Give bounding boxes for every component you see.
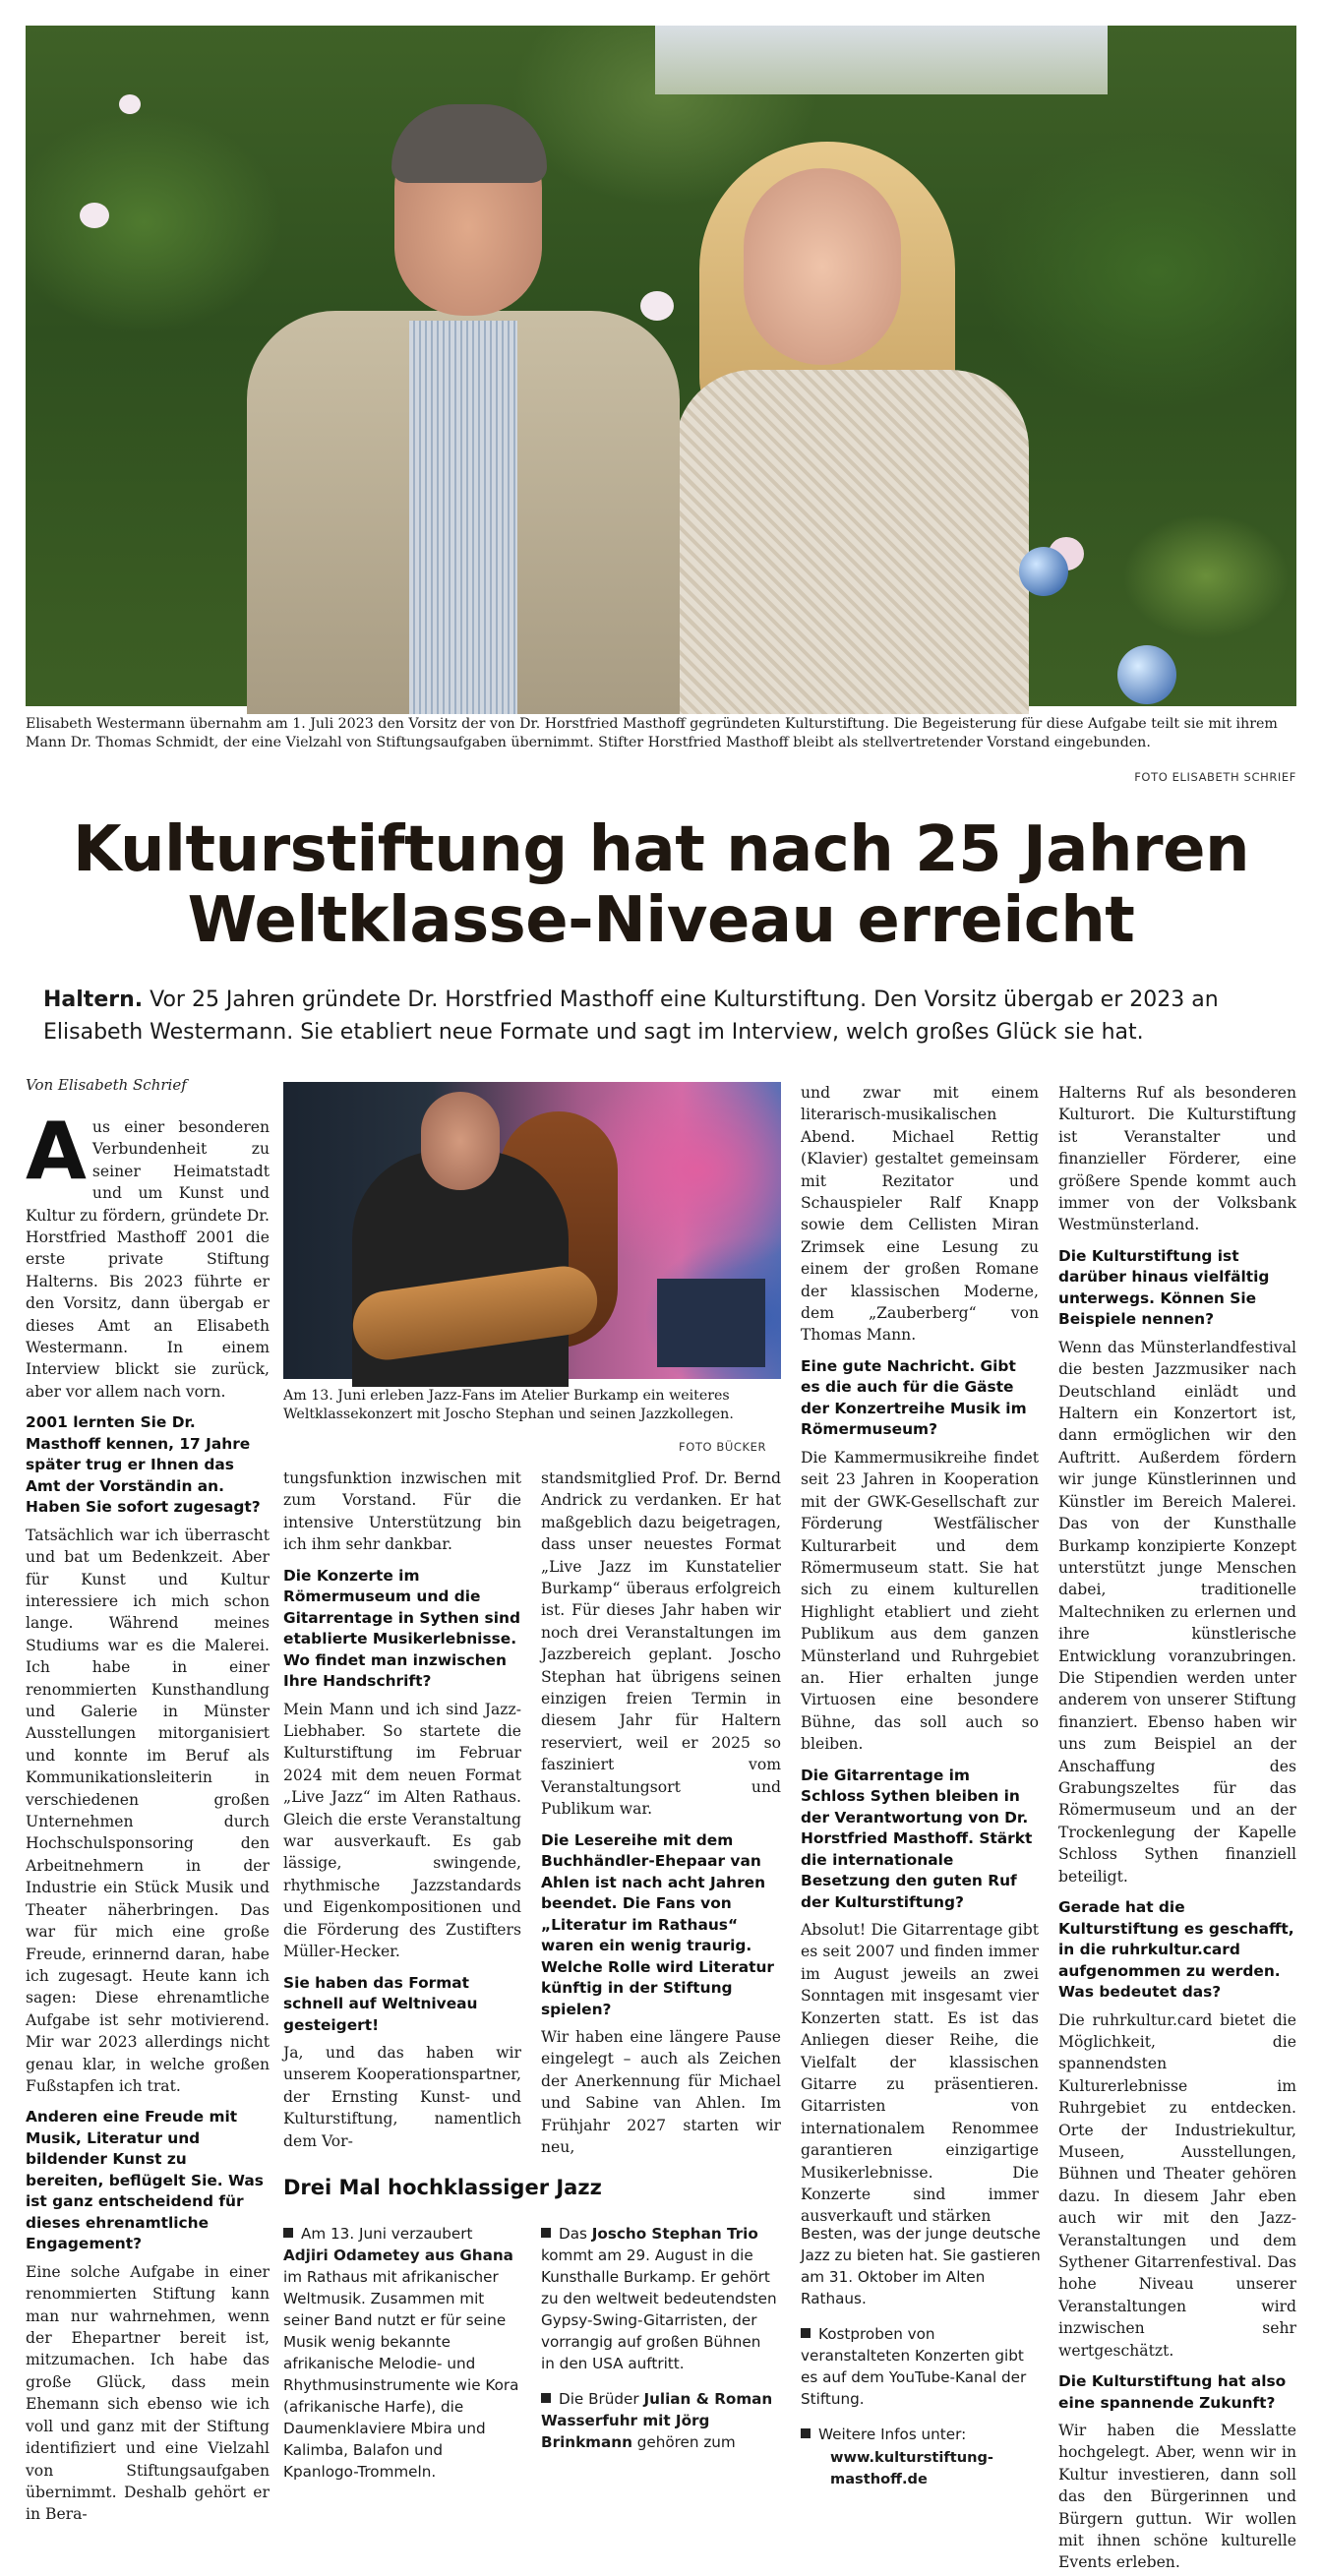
- column-3: [541, 1468, 781, 2160]
- intro-text: us einer besonderen Verbundenheit zu seiner Heimatstadt und um Kunst und Kultur zu fördern, gründete Dr. Horstfried Masthoff 2001 die erste private Stiftung Halterns. Bis 2023 führte er den Vorsitz, dann übergab er dieses Amt an Elisabeth Westermann. In einem Interview blickt sie zurück, aber vor allem nach vorn.: [26, 1118, 270, 1401]
- dropcap: A: [26, 1106, 87, 1197]
- jazz-box-column-2: [541, 2223, 777, 2467]
- answer-5-continued: und zwar mit einem literarisch-musikalischen Abend. Michael Rettig (Klavier) gestaltet gemeinsam mit Rezitator und Schauspieler Ralf Knapp sowie dem Cellisten Miran Zrimsek eine Lesung zu einem der großen Romane der klassischen Moderne, dem „Zauberberg“ von Thomas Mann.: [801, 1084, 1039, 1345]
- question-7: Die Gitarrentage im Schloss Sythen bleiben in der Verantwortung von Dr. Horstfried Masthoff. Stärkt die internationale Besetzung den guten Ruf der Kulturstiftung?: [801, 1766, 1033, 1911]
- jazz-item-3: Die Brüder Julian & Roman Wasserfuhr mit Jörg Brinkmann gehören zum: [541, 2390, 773, 2451]
- question-3: Die Konzerte im Römermuseum und die Gitarrentage in Sythen sind etablierte Musikerlebnisse. Wo findet man inzwischen Ihre Handschrift?: [283, 1566, 520, 1691]
- answer-4: Ja, und das haben wir unserem Kooperationspartner, der Ernsting Kunst- und Kulturstiftung, namentlich dem Vor-: [283, 2044, 521, 2150]
- question-10: Die Kulturstiftung hat also eine spannende Zukunft?: [1058, 2372, 1287, 2412]
- column-4: [801, 1082, 1039, 2230]
- lead-paragraph: [43, 984, 1292, 1048]
- jazz-box-title: Drei Mal hochklassiger Jazz: [283, 2176, 602, 2199]
- headline: Kulturstiftung hat nach 25 Jahren Weltklasse-Niveau erreicht: [72, 813, 1250, 957]
- jazz-box-column-3: [801, 2223, 1043, 2490]
- answer-5: Wir haben eine längere Pause eingelegt – auch als Zeichen der Anerkennung für Michael und Sabine van Ahlen. Im Frühjahr 2027 starten wir neu,: [541, 2028, 781, 2157]
- main-photo: [26, 26, 1296, 706]
- question-5: Die Lesereihe mit dem Buchhändler-Ehepaar van Ahlen ist nach acht Jahren beendet. Die Fans von „Literatur im Rathaus“ waren ein wenig traurig. Welche Rolle wird Literatur künftig in der Stiftung spielen?: [541, 1830, 775, 2018]
- answer-1: Tatsächlich war ich überrascht und bat um Bedenkzeit. Aber für Kunst und Kultur interessiere ich mich schon lange. Während meines Studiums war es die Malerei. Ich habe in einer renommierten Kunsthandlung und Galerie in Münster Ausstellungen mitorganisiert und konnte im Beruf als Kommunikationsleiterin in verschiedenen großen Unternehmen durch Hochschulsponsoring den Arbeitnehmern in der Industrie ein Stück Musik und Theater näherbringen. Das war für mich eine große Freude, erinnernd daran, habe ich zugesagt. Heute kann ich sagen: Diese ehrenamtliche Aufgabe ist sehr motivierend. Mir war 2023 allerdings nicht genau klar, in welche großen Fußstapfen ich trat.: [26, 1526, 270, 2095]
- question-9: Gerade hat die Kulturstiftung es geschafft, in die ruhrkultur.card aufgenommen zu werden. Was bedeutet das?: [1058, 1898, 1294, 2001]
- answer-2-continued: tungsfunktion inzwischen mit zum Vorstand. Für die intensive Unterstützung bin ich ihm sehr dankbar.: [283, 1469, 521, 1554]
- bullet-square-icon: [801, 2328, 811, 2338]
- answer-6: Die Kammermusikreihe findet seit 23 Jahren in Kooperation mit der GWK-Gesellschaft zur Förderung Westfälischer Kulturarbeit und dem Römermuseum statt. Sie hat sich zu einem kulturellen Highlight etabliert und zieht Publikum aus dem ganzen Münsterland und Ruhrgebiet an. Hier erhalten junge Virtuosen eine besondere Bühne, das soll auch so bleiben.: [801, 1448, 1039, 1754]
- photo-caption: [26, 715, 1296, 752]
- concert-photo-caption: Am 13. Juni erleben Jazz-Fans im Atelier Burkamp ein weiteres Weltklassekonzert mit Joscho Stephan und seinen Jazzkollegen.: [283, 1388, 734, 1422]
- lead-place: Haltern.: [43, 988, 144, 1012]
- question-1: 2001 lernten Sie Dr. Masthoff kennen, 17 Jahre später trug er Ihnen das Amt der Vorständin an. Haben Sie sofort zugesagt?: [26, 1413, 261, 1517]
- column-2: [283, 1468, 521, 2154]
- answer-3: Mein Mann und ich sind Jazz-Liebhaber. So startete die Kulturstiftung im Februar 2024 mit dem neuen Format „Live Jazz“ im Alten Rathaus. Gleich die erste Veranstaltung war ausverkauft. Es gab lässige, swingende, rhythmische Jazzstandards und Eigenkompositionen und die Förderung des Zustifters Müller-Hecker.: [283, 1700, 521, 1961]
- jazz-item-3-continued: Besten, was der junge deutsche Jazz zu bieten hat. Sie gastieren am 31. Oktober im Alten Rathaus.: [801, 2225, 1041, 2307]
- question-6: Eine gute Nachricht. Gibt es die auch für die Gäste der Konzertreihe Musik im Römermuseum?: [801, 1356, 1027, 1439]
- answer-9: Die ruhrkultur.card bietet die Möglichkeit, die spannendsten Kulturerlebnisse im Ruhrgebiet zu entdecken. Orte der Industriekultur, Museen, Ausstellungen, Bühnen und Theater gehören dazu. In diesem Jahr eben auch wir mit den Jazz-Veranstaltungen und dem Sythener Gitarrenfestival. Das hohe Niveau unserer Veranstaltungen wird inzwischen sehr wertgeschätzt.: [1058, 2010, 1296, 2360]
- answer-7: Absolut! Die Gitarrentage gibt es seit 2007 und finden immer im August jeweils an zwei Sonntagen mit insgesamt vier Konzerten statt. Es ist das Anliegen dieser Reihe, die Vielfalt der klassischen Gitarre zu präsentieren. Gitarristen von internationalem Renommee garantieren einzigartige Musikerlebnisse. Die Konzerte sind immer ausverkauft und stärken: [801, 1921, 1039, 2226]
- answer-8: Wenn das Münsterlandfestival die besten Jazzmusiker nach Deutschland einlädt und Haltern ein Konzertort ist, dann ermöglichen wir den Auftritt. Außerdem fördern wir junge Künstlerinnen und Künstler im Bereich Malerei. Das von der Kunsthalle Burkamp konzipierte Konzept unterstützt junge Menschen dabei, traditionelle Maltechniken zu erlernen und ihre künstlerische Entwicklung voranzubringen. Die Stipendien werden unter anderem von unserer Stiftung finanziert. Ebenso haben wir uns zum Beispiel an der Anschaffung des Grabungszeltes für das Römermuseum und an der Trockenlegung der Kapelle Schloss Sythen finanziell beteiligt.: [1058, 1338, 1296, 1886]
- concert-photo-credit: FOTO BÜCKER: [679, 1440, 767, 1454]
- jazz-item-2: Das Joscho Stephan Trio kommt am 29. August in die Kunsthalle Burkamp. Er gehört zu den weltweit bedeutendsten Gypsy-Swing-Gitarristen, der vorrangig auf großen Bühnen in den USA auftritt.: [541, 2225, 777, 2372]
- lead-text: Vor 25 Jahren gründete Dr. Horstfried Masthoff eine Kulturstiftung. Den Vorsitz übergab er 2023 an Elisabeth Westermann. Sie etabliert neue Formate und sagt im Interview, welch großes Glück sie hat.: [43, 988, 1219, 1045]
- question-2: Anderen eine Freude mit Musik, Literatur und bildender Kunst zu bereiten, beflügelt Sie. Was ist ganz entscheidend für dieses ehrenamtliche Engagement?: [26, 2108, 264, 2253]
- answer-2: Eine solche Aufgabe in einer renommierten Stiftung kann man nur wahrnehmen, wenn der Ehepartner bereit ist, mitzumachen. Ich habe das große Glück, dass mein Ehemann sich ebenso wie ich voll und ganz mit der Stiftung identifiziert und eine Vielzahl von Stiftungsaufgaben übernimmt. Deshalb gehört er in Bera-: [26, 2262, 270, 2524]
- jazz-item-1-artist: Adjiri Odametey aus Ghana: [283, 2247, 513, 2264]
- answer-10: Wir haben die Messlatte hochgelegt. Aber, wenn wir in Kultur investieren, dann soll das den Bürgerinnen und Bürgern guttun. Wir wollen mit ihnen schöne kulturelle Events erleben.: [1058, 2422, 1296, 2572]
- bullet-square-icon: [801, 2428, 811, 2438]
- jazz-item-5: Weitere Infos unter:: [801, 2424, 1043, 2445]
- jazz-item-1: Am 13. Juni verzaubert Adjiri Odametey aus Ghana im Rathaus mit afrikanischer Weltmusik. Zusammen mit seiner Band nutzt er für seine Musik wenig bekannte afrikanische Melodie- und Rhythmusinstrumente wie Kora (afrikanische Harfe), die Daumenklaviere Mbira und Kalimba, Balafon und Kpanlogo-Trommeln.: [283, 2225, 519, 2481]
- question-8: Die Kulturstiftung ist darüber hinaus vielfältig unterwegs. Können Sie Beispiele nennen?: [1058, 1246, 1270, 1329]
- jazz-item-3-artist: Julian & Roman Wasserfuhr mit Jörg Brinkmann: [541, 2390, 773, 2451]
- bullet-square-icon: [283, 2228, 293, 2238]
- jazz-item-2-artist: Joscho Stephan Trio: [591, 2225, 758, 2243]
- photo-caption-text: Elisabeth Westermann übernahm am 1. Juli 2023 den Vorsitz der von Dr. Horstfried Masthoff gegründeten Kulturstiftung. Die Begeisterung für diese Aufgabe teilt sie mit ihrem Mann Dr. Thomas Schmidt, der eine Vielzahl von Stiftungsaufgaben übernimmt. Stifter Horstfried Masthoff bleibt als stellvertretender Vorstand eingebunden.: [26, 716, 1278, 750]
- byline: Von Elisabeth Schrief: [26, 1076, 187, 1094]
- website-link[interactable]: www.kulturstiftung-masthoff.de: [830, 2449, 993, 2487]
- answer-7-continued: Halterns Ruf als besonderen Kulturort. Die Kulturstiftung ist Veranstalter und finanzieller Förderer, eine größere Spende kommt auch immer von der Volksbank Westmünsterland.: [1058, 1084, 1296, 1234]
- column-5: [1058, 1082, 1296, 2576]
- photo-credit: FOTO ELISABETH SCHRIEF: [1134, 770, 1296, 784]
- question-4: Sie haben das Format schnell auf Weltniveau gesteigert!: [283, 1973, 478, 2034]
- bullet-square-icon: [541, 2393, 551, 2403]
- answer-4-continued: standsmitglied Prof. Dr. Bernd Andrick zu verdanken. Er hat maßgeblich dazu beigetragen, dass unser neuestes Format „Live Jazz im Kunstatelier Burkamp“ überaus erfolgreich ist. Für dieses Jahr haben wir noch drei Veranstaltungen im Jazzbereich geplant. Joscho Stephan hat übrigens seinen einzigen freien Termin in diesem Jahr für Haltern reserviert, weil er 2025 so fasziniert vom Veranstaltungsort und Publikum war.: [541, 1469, 781, 1819]
- column-1: [26, 1106, 270, 2528]
- concert-photo: [283, 1082, 781, 1379]
- jazz-box-column-1: [283, 2223, 519, 2496]
- jazz-item-4: Kostproben von veranstalteten Konzerten gibt es auf dem YouTube-Kanal der Stiftung.: [801, 2325, 1027, 2408]
- bullet-square-icon: [541, 2228, 551, 2238]
